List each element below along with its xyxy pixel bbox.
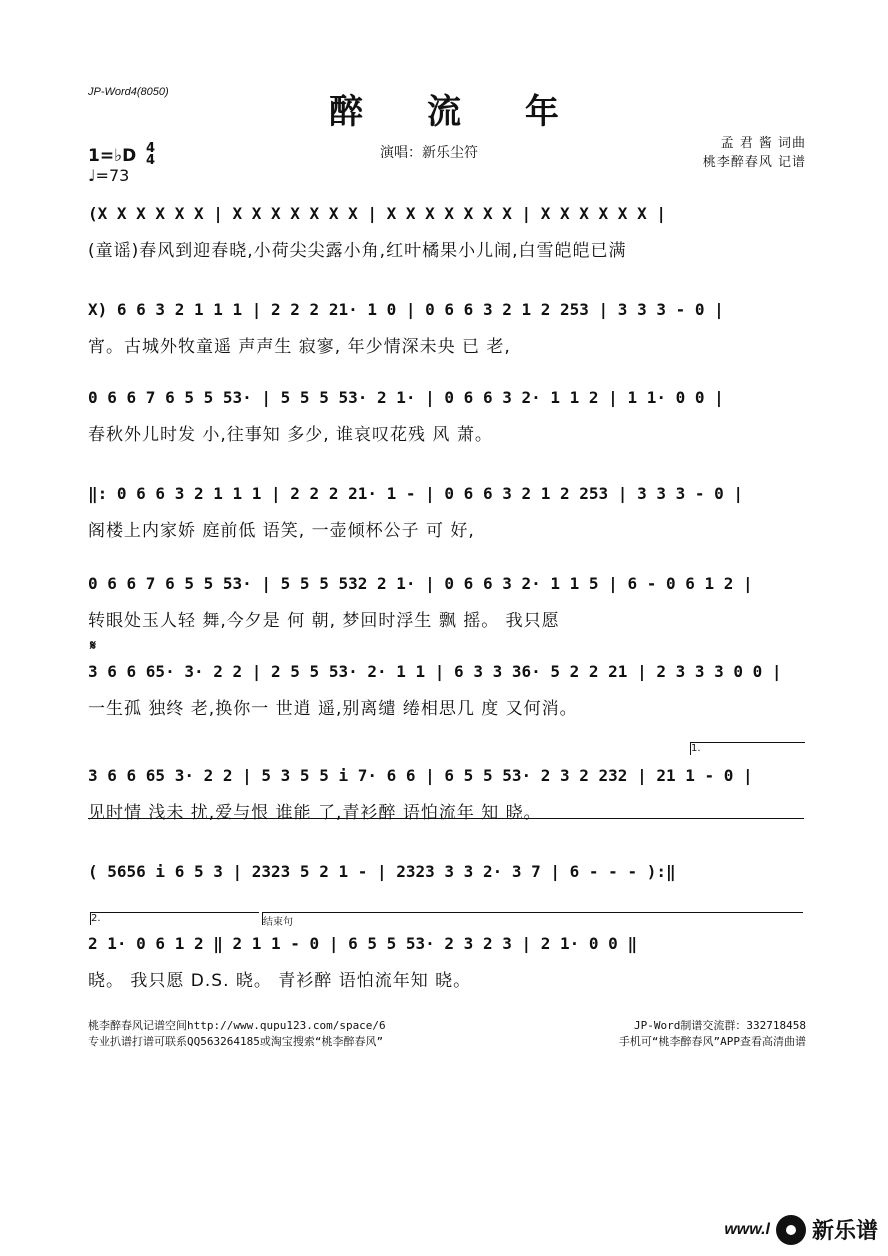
- footer-right-line1: JP-Word制谱交流群：332718458: [634, 1019, 806, 1032]
- lyrics-line: 一生孤 独终 老,换你一 世逍 遥,别离缱 绻相思几 度 又何消。: [88, 699, 578, 719]
- transcriber-credit: 桃李醉春风 记谱: [702, 155, 806, 170]
- record-icon: [776, 1215, 806, 1245]
- key-signature: 1=♭D: [88, 146, 137, 166]
- notation-line: 0 6 6 7 6 5 5 53· | 5 5 5 53· 2 1· | 0 6 6 3 2· 1 1 2 | 1 1· 0 0 |: [88, 387, 724, 407]
- software-label: JP-Word4(8050): [88, 86, 169, 98]
- time-signature: [146, 143, 155, 167]
- volta-1: 1.: [690, 742, 805, 755]
- lyricist-credit: 孟 君 酱 词曲: [720, 136, 806, 151]
- notation-line: 3 6 6 65 3· 2 2 | 5 3 5 5 i 7· 6 6 | 6 5 5 53· 2 3 2 232 | 21 1 - 0 |: [88, 765, 753, 785]
- lyrics-line: 宵。古城外牧童遥 声声生 寂寥, 年少情深未央 已 老,: [88, 337, 511, 357]
- lyrics-line: 春秋外儿时发 小,往事知 多少, 谁哀叹花残 风 萧。: [88, 425, 493, 445]
- notation-line: ( 5656 i 6 5 3 | 2323 5 2 1 - | 2323 3 3 2· 3 7 | 6 - - - ):‖: [88, 861, 676, 881]
- coda-bracket: 结束句: [262, 912, 803, 925]
- notation-line: 3 6 6 65· 3· 2 2 | 2 5 5 53· 2· 1 1 | 6 3 3 36· 5 2 2 21 | 2 3 3 3 0 0 |: [88, 661, 782, 681]
- volta-2: 2.: [90, 912, 259, 925]
- singer-credit: 演唱：新乐尘符: [380, 145, 478, 161]
- lyrics-line: (童谣)春风到迎春晓,小荷尖尖露小角,红叶橘果小儿闹,白雪皑皑已满: [88, 241, 627, 261]
- watermark-name: 新乐谱: [811, 1219, 878, 1244]
- time-bottom: 4: [146, 153, 156, 168]
- footer-left-line2: 专业扒谱打谱可联系QQ563264185或淘宝搜索“桃李醉春风”: [88, 1035, 384, 1048]
- notation-line: 2 1· 0 6 1 2 ‖ 2 1 1 - 0 | 6 5 5 53· 2 3 2 3 | 2 1· 0 0 ‖: [88, 933, 638, 953]
- watermark: [724, 1214, 878, 1245]
- watermark-url: www.l: [724, 1220, 770, 1238]
- credits: [703, 134, 806, 172]
- time-top: 4: [146, 141, 156, 156]
- notation-line: X) 6 6 3 2 1 1 1 | 2 2 2 21· 1 0 | 0 6 6 3 2 1 2 253 | 3 3 3 - 0 |: [88, 299, 724, 319]
- lyrics-line: 晓。 我只愿 D.S. 晓。 青衫醉 语怕流年知 晓。: [88, 971, 472, 991]
- footer-right-line2: 手机可“桃李醉春风”APP查看高清曲谱: [618, 1035, 806, 1048]
- tempo-marking: ♩=73: [88, 166, 130, 185]
- notation-line: ‖: 0 6 6 3 2 1 1 1 | 2 2 2 21· 1 - | 0 6 6 3 2 1 2 253 | 3 3 3 - 0 |: [88, 483, 744, 503]
- lyrics-line: 阁楼上内家娇 庭前低 语笑, 一壶倾杯公子 可 好,: [88, 521, 475, 541]
- footer-right: [619, 1018, 806, 1050]
- notation-line: (X X X X X X | X X X X X X X | X X X X X X X | X X X X X X |: [88, 203, 666, 223]
- footer-left: [88, 1018, 386, 1050]
- segno-mark: 𝄋: [90, 638, 97, 654]
- lyrics-line: 见时情 浅未 扰,爱与恨 谁能 了,青衫醉 语怕流年 知 晓。: [88, 803, 542, 823]
- section-rule: [88, 818, 804, 819]
- song-title: 醉 流 年: [329, 92, 585, 132]
- footer-left-line1: 桃李醉春风记谱空间http://www.qupu123.com/space/6: [88, 1019, 386, 1032]
- notation-line: 0 6 6 7 6 5 5 53· | 5 5 5 532 2 1· | 0 6 6 3 2· 1 1 5 | 6 - 0 6 1 2 |: [88, 573, 753, 593]
- lyrics-line: 转眼处玉人轻 舞,今夕是 何 朝, 梦回时浮生 飘 摇。 我只愿: [88, 611, 560, 631]
